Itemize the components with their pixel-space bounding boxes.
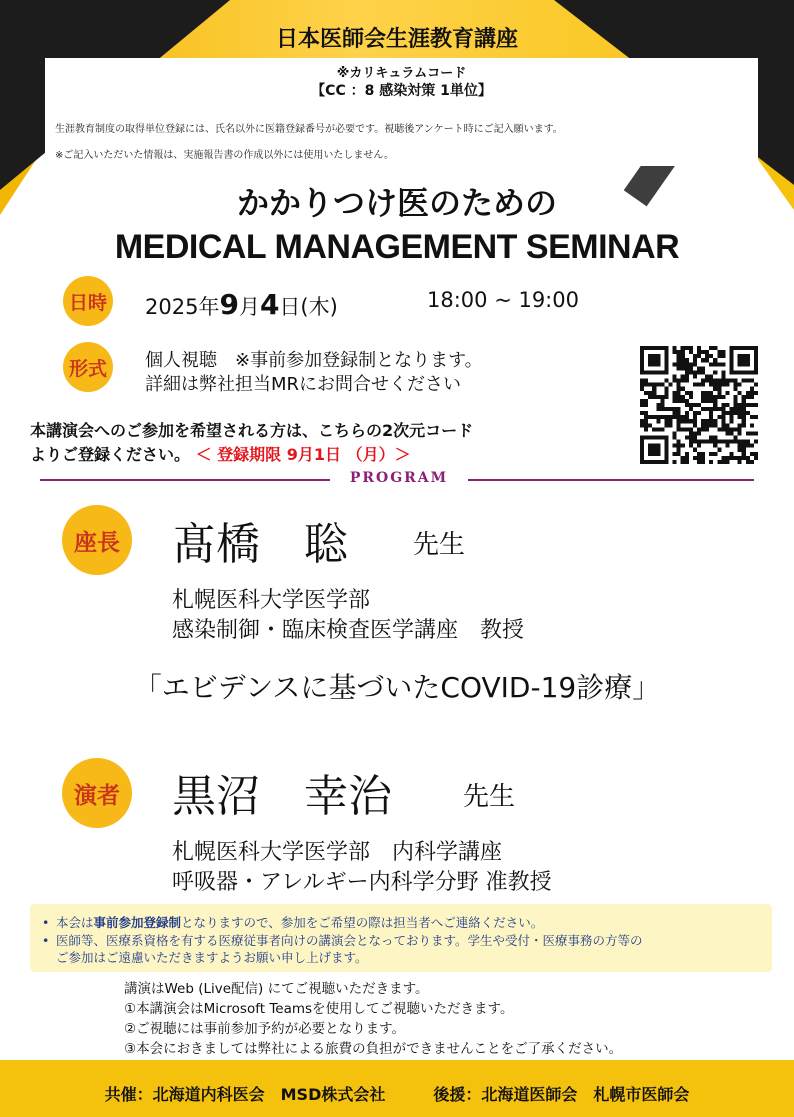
event-date — [145, 288, 338, 321]
speaker-affiliation-1: 札幌医科大学医学部 内科学講座 — [172, 840, 503, 865]
chair-honorific: 先生 — [413, 530, 466, 560]
notice-item-2 — [42, 931, 643, 949]
privacy-note: ※ご記入いただいた情報は、実施報告書の作成以外には使用いたしません。 — [55, 150, 394, 161]
program-divider-left — [40, 479, 330, 481]
event-time: 18:00 ~ 19:00 — [427, 288, 579, 312]
notice-1-pre: 本会は — [56, 915, 94, 930]
event-month: 9 — [219, 288, 239, 321]
bullet-icon: • — [42, 933, 50, 948]
footer-band — [0, 1060, 794, 1117]
header-title: 日本医師会生涯教育講座 — [275, 27, 518, 52]
notice-box — [30, 904, 772, 972]
format-line-1: 個人視聴 ※事前参加登録制となります。 — [145, 350, 483, 371]
chair-affiliation-1: 札幌医科大学医学部 — [172, 588, 371, 613]
date-badge: 日時 — [63, 276, 113, 326]
notice-item-1 — [42, 913, 543, 931]
chair-affiliation-2: 感染制御・臨床検査医学講座 教授 — [172, 618, 525, 643]
registration-deadline: ＜ 登録期限 9月1日 （月）＞ — [195, 445, 411, 464]
event-year: 2025年 — [145, 295, 220, 319]
speaker-badge: 演者 — [62, 758, 132, 828]
lecture-title: 「エビデンスに基づいたCOVID-19診療」 — [133, 671, 661, 704]
registration-instruction: よりご登録ください。 — [30, 445, 191, 464]
web-info-line-1: 講演はWeb (Live配信) にてご視聴いただきます。 — [124, 981, 429, 997]
event-month-unit: 月 — [238, 295, 260, 319]
curriculum-label: ※カリキュラムコード — [336, 66, 467, 81]
notice-1-bold: 事前参加登録制 — [93, 915, 182, 930]
curriculum-code: 【CC ：8 感染対策 1単位】 — [311, 83, 492, 99]
format-line-2: 詳細は弊社担当MRにお問合せください — [145, 374, 462, 395]
chair-name: 髙橋 聡 — [172, 519, 348, 570]
notice-item-2-cont: ご参加はご遠慮いただきますようお願い申し上げます。 — [56, 950, 368, 965]
speaker-honorific: 先生 — [463, 782, 516, 812]
speaker-affiliation-2: 呼吸器・アレルギー内科学分野 准教授 — [172, 870, 552, 895]
registration-line-1: 本講演会へのご参加を希望される方は、こちらの2次元コード — [30, 421, 474, 440]
program-label: PROGRAM — [349, 470, 449, 486]
notice-1-post: となりますので、参加をご希望の際は担当者へご連絡ください。 — [181, 915, 544, 930]
program-divider-right — [468, 479, 754, 481]
web-info-line-2: ①本講演会はMicrosoft Teamsを使用してご視聴いただきます。 — [124, 1001, 514, 1017]
event-day: 4 — [259, 288, 280, 321]
registration-note: 生涯教育制度の取得単位登録には、氏名以外に医籍登録番号が必要です。視聴後アンケート時にご記入願います。 — [55, 124, 563, 135]
notice-2-line-1: 医師等、医療系資格を有する医療従事者向けの講演会となっております。学生や受付・医療事務の方等の — [56, 933, 643, 948]
registration-line-2 — [30, 442, 411, 465]
footer-organizers: 共催：北海道内科医会 MSD株式会社 後援：北海道医師会 札幌市医師会 — [104, 1085, 690, 1104]
curriculum-box — [45, 58, 758, 166]
web-info-line-3: ②ご視聴には事前参加予約が必要となります。 — [124, 1021, 406, 1037]
bullet-icon: • — [42, 915, 50, 930]
format-badge: 形式 — [63, 342, 113, 392]
qr-code-icon[interactable] — [640, 343, 758, 467]
seminar-title-jp: かかりつけ医のための — [236, 184, 557, 222]
seminar-title-en: MEDICAL MANAGEMENT SEMINAR — [114, 228, 680, 266]
event-day-unit: 日(木) — [279, 295, 338, 319]
speaker-name: 黒沼 幸治 — [172, 771, 392, 822]
chair-badge: 座長 — [62, 505, 132, 575]
web-info-line-4: ③本会におきましては弊社による旅費の負担ができませんことをご了承ください。 — [124, 1041, 623, 1057]
